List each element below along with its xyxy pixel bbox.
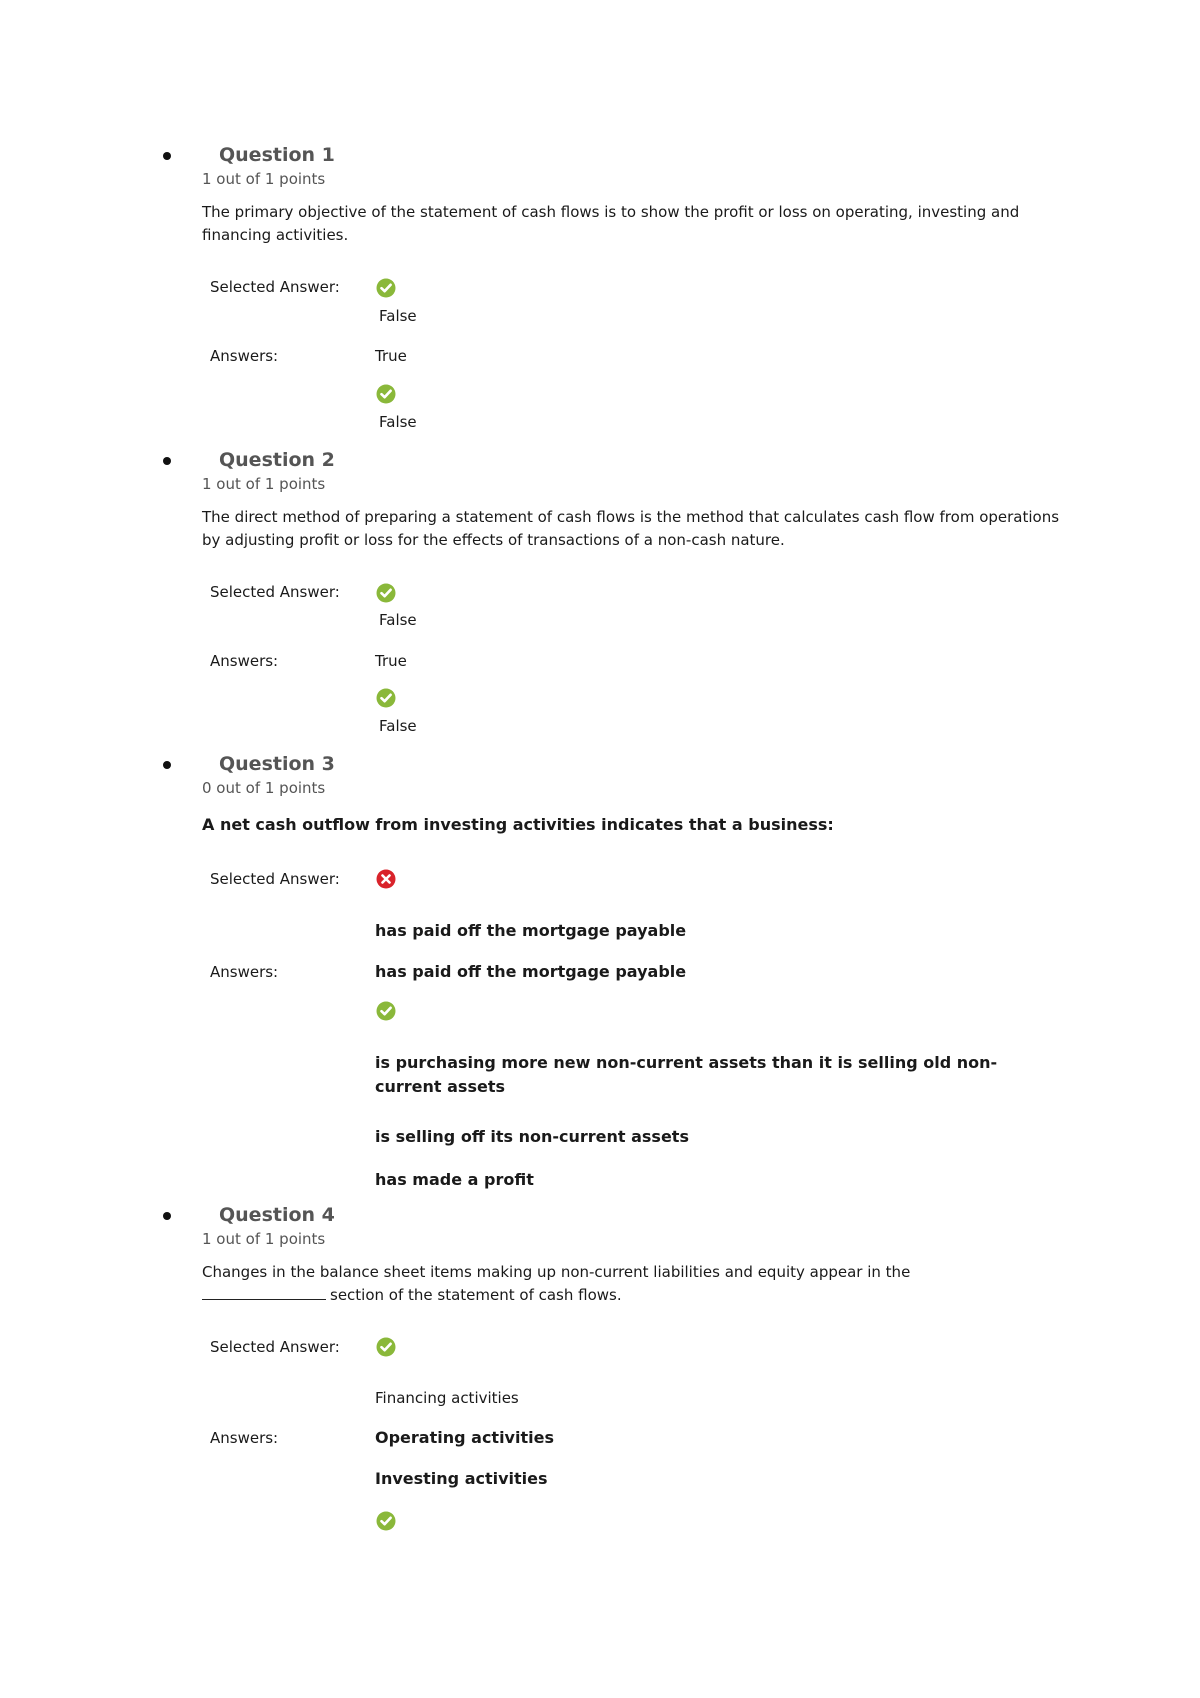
x-circle-icon	[376, 869, 396, 889]
list-bullet	[163, 457, 171, 465]
question-points: 1 out of 1 points	[202, 170, 326, 188]
answer-option: True	[375, 652, 407, 670]
check-circle-icon	[376, 1511, 396, 1531]
question-points: 0 out of 1 points	[202, 779, 326, 797]
selected-answer-value: False	[379, 611, 417, 629]
selected-answer-label: Selected Answer:	[210, 583, 340, 601]
check-circle-icon	[376, 278, 396, 298]
question-title: Question 2	[219, 449, 335, 471]
question-text: A net cash outflow from investing activities indicates that a business:	[202, 815, 834, 834]
answer-option: True	[375, 347, 407, 365]
question-text: The direct method of preparing a statement of cash flows is the method that calculates cash flow from operations by adjusting profit or loss for the effects of transactions of a non-cash nature.	[202, 508, 1060, 549]
answer-option: Operating activities	[375, 1428, 554, 1447]
question-points: 1 out of 1 points	[202, 1230, 326, 1248]
answer-option: False	[379, 413, 417, 431]
check-circle-icon	[376, 688, 396, 708]
question-text-container	[202, 1261, 1062, 1307]
list-bullet	[163, 152, 171, 160]
answer-option: is purchasing more new non-current assets than it is selling old non-current assets	[375, 1053, 998, 1096]
answers-label: Answers:	[210, 652, 279, 670]
fill-in-blank	[202, 1285, 326, 1300]
question-title: Question 1	[219, 144, 335, 166]
list-bullet	[163, 761, 171, 769]
list-bullet	[163, 1212, 171, 1220]
check-circle-icon	[376, 1337, 396, 1357]
answer-option: is selling off its non-current assets	[375, 1127, 689, 1146]
question-title: Question 4	[219, 1204, 335, 1226]
selected-answer-value: has paid off the mortgage payable	[375, 921, 687, 940]
check-circle-icon	[376, 384, 396, 404]
answers-label: Answers:	[210, 1429, 279, 1447]
question-title: Question 3	[219, 753, 335, 775]
question-points: 1 out of 1 points	[202, 475, 326, 493]
answer-option: Investing activities	[375, 1469, 548, 1488]
answer-option: has made a profit	[375, 1170, 534, 1189]
check-circle-icon	[376, 583, 396, 603]
question-text: Changes in the balance sheet items making up non-current liabilities and equity appear in the	[202, 1263, 911, 1281]
question-text: The primary objective of the statement of cash flows is to show the profit or loss on operating, investing and financing activities.	[202, 203, 1020, 244]
answers-label: Answers:	[210, 347, 279, 365]
check-circle-icon	[376, 1001, 396, 1021]
selected-answer-label: Selected Answer:	[210, 278, 340, 296]
answers-label: Answers:	[210, 963, 279, 981]
answer-option: False	[379, 717, 417, 735]
selected-answer-label: Selected Answer:	[210, 1338, 340, 1356]
selected-answer-value: False	[379, 307, 417, 325]
question-text-continued: section of the statement of cash flows.	[330, 1286, 622, 1304]
answer-option: has paid off the mortgage payable	[375, 962, 687, 981]
selected-answer-label: Selected Answer:	[210, 870, 340, 888]
selected-answer-value: Financing activities	[375, 1389, 519, 1407]
